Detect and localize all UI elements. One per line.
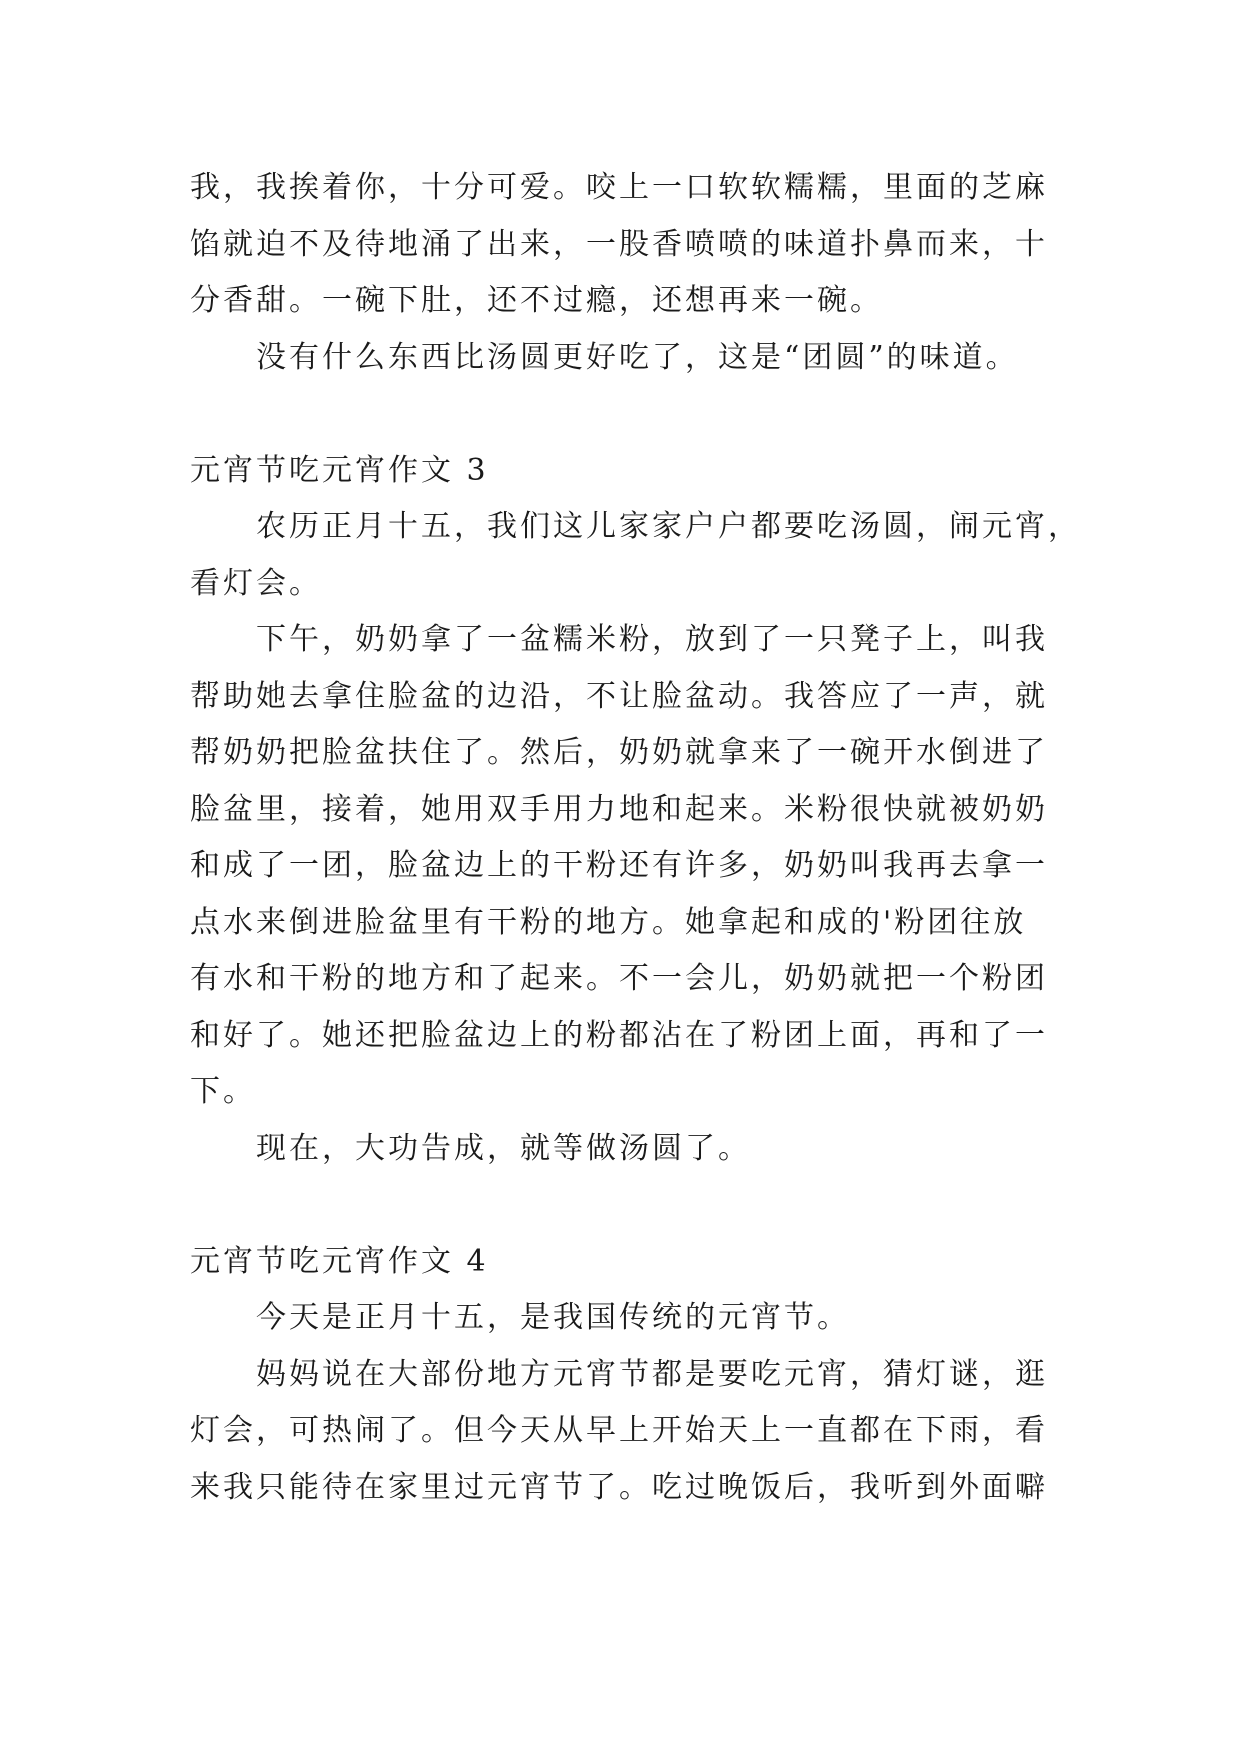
document-page <box>190 160 1081 1516</box>
text-line: 我，我挨着你，十分可爱。咬上一口软软糯糯，里面的芝麻 <box>190 170 1048 205</box>
paragraph-line: 今天是正月十五，是我国传统的元宵节。 <box>256 1300 850 1335</box>
text-line: 帮奶奶把脸盆扶住了。然后，奶奶就拿来了一碗开水倒进了 <box>190 735 1048 770</box>
text-line: 看灯会。 <box>190 565 322 601</box>
text-line: 下。 <box>190 1074 256 1109</box>
text-line: 帮助她去拿住脸盆的边沿，不让脸盆动。我答应了一声，就 <box>190 678 1048 714</box>
paragraph-line: 没有什么东西比汤圆更好吃了，这是“团圆”的味道。 <box>256 339 1019 375</box>
text-line: 和成了一团，脸盆边上的干粉还有许多，奶奶叫我再去拿一 <box>190 848 1048 883</box>
text-line: 馅就迫不及待地涌了出来，一股香喷喷的味道扑鼻而来，十 <box>190 226 1048 262</box>
section-title: 元宵节吃元宵作文 4 <box>190 1243 489 1279</box>
text-line: 和好了。她还把脸盆边上的粉都沾在了粉团上面，再和了一 <box>190 1017 1048 1053</box>
section-gap <box>190 386 1050 443</box>
section-title: 元宵节吃元宵作文 3 <box>190 452 489 488</box>
text-line: 脸盆里，接着，她用双手用力地和起来。米粉很快就被奶奶 <box>190 791 1048 827</box>
paragraph-line: 妈妈说在大部份地方元宵节都是要吃元宵，猜灯谜，逛 <box>256 1356 1048 1392</box>
text-line: 来我只能待在家里过元宵节了。吃过晚饭后，我听到外面噼 <box>190 1469 1048 1505</box>
text-line: 有水和干粉的地方和了起来。不一会儿，奶奶就把一个粉团 <box>190 961 1048 996</box>
section-gap <box>190 1177 1050 1234</box>
paragraph-line: 下午，奶奶拿了一盆糯米粉，放到了一只凳子上，叫我 <box>256 622 1048 657</box>
text-line: 点水来倒进脸盆里有干粉的地方。她拿起和成的'粉团往放 <box>190 904 1027 940</box>
paragraph-line: 现在，大功告成，就等做汤圆了。 <box>256 1130 751 1166</box>
text-line: 灯会，可热闹了。但今天从早上开始天上一直都在下雨，看 <box>190 1413 1048 1448</box>
paragraph-line: 农历正月十五，我们这儿家家户户都要吃汤圆，闹元宵， <box>256 509 1081 544</box>
text-line: 分香甜。一碗下肚，还不过瘾，还想再来一碗。 <box>190 283 883 318</box>
